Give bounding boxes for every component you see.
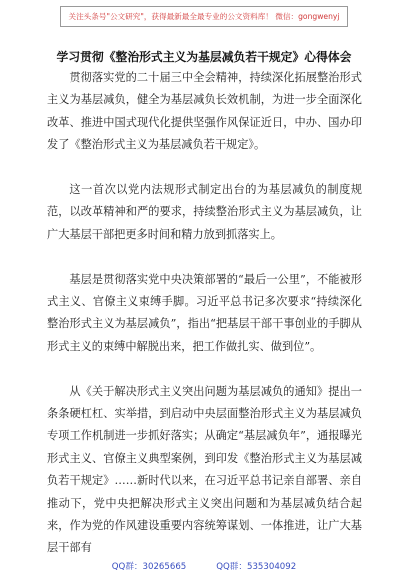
promo-banner: 关注头条号"公文研究"，获得最新最全最专业的公文资料库！ 微信：gongwenyj (60, 6, 348, 27)
body-paragraph: 基层是贯彻落实党中央决策部署的“最后一公里”，不能被形式主义、官僚主义束缚手脚。习近平总书记多次要求“持续深化整治形式主义为基层减负”，指出“把基层干部干事创业的手脚从形式主义的束缚中解脱出来，把工作做扎实、做到位”。 (47, 272, 362, 353)
body-paragraph: 贯彻落实党的二十届三中全会精神，持续深化拓展整治形式主义为基层减负，健全为基层减负长效机制，为进一步全面深化改革、推进中国式现代化提供坚强作风保证近日，中办、国办印发了《整治形式主义为基层减负若干规定》。 (47, 71, 362, 152)
document-body (47, 67, 362, 560)
body-paragraph: 这一首次以党内法规形式制定出台的为基层减负的制度规范，以改革精神和严的要求，持续整治形式主义为基层减负，让广大基层干部把更多时间和精力放到抓落实上。 (47, 183, 362, 241)
qq-group-1: QQ群：30265665 (111, 562, 187, 572)
footer-contacts (0, 560, 408, 572)
document-title: 学习贯彻《整治形式主义为基层减负若干规定》心得体会 (56, 50, 352, 64)
qq-group-2: QQ群：535304092 (216, 562, 297, 572)
body-paragraph: 从《关于解决形式主义突出问题为基层减负的通知》提出一条条硬杠杠、实举措，到启动中央层面整治形式主义为基层减负专项工作机制进一步抓好落实；从确定“基层减负年”，通报曝光形式主义、官僚主义典型案例，到印发《整治形式主义为基层减负若干规定》……新时代以来，在习近平总书记亲自部署、亲自推动下，党中央把解决形式主义突出问题和为基层减负结合起来，作为党的作风建设重要内容统筹谋划、一体推进，让广大基层干部有 (47, 384, 362, 555)
